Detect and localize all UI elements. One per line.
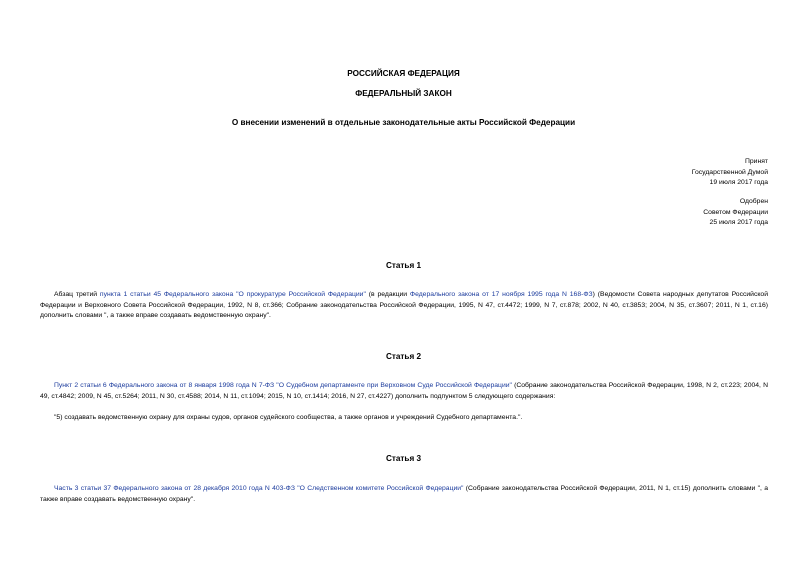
article-2-link-judicial-department-law[interactable]: Пункт 2 статьи 6 Федерального закона от 8 января 1998 года N 7-ФЗ "О Судебном департаменте при Верховном Суде Российской Федерации" — [54, 382, 512, 389]
article-3-paragraph — [40, 484, 768, 505]
accepted-date: 19 июля 2017 года — [709, 179, 768, 186]
article-1-link-amending-law[interactable]: Федерального закона от 17 ноября 1995 года N 168-ФЗ — [409, 291, 593, 298]
article-2-paragraph — [40, 381, 768, 402]
article-3-title: Статья 3 — [385, 454, 422, 463]
article-1-text-start: Абзац третий — [54, 291, 100, 298]
accepted-label: Принят — [744, 158, 768, 165]
doc-type-heading: ФЕДЕРАЛЬНЫЙ ЗАКОН — [355, 89, 452, 98]
article-3-link-investigative-committee-law[interactable]: Часть 3 статьи 37 Федерального закона от 28 декабря 2010 года N 403-ФЗ "О Следственном комитете Российской Федерации" — [54, 485, 464, 492]
accepted-body: Государственной Думой — [691, 168, 768, 176]
article-3-text-end: (Собрание законодательства Российской Федерации, 2011, N 1, ст.15) дополнить словами ", а также вправе создавать ведомственную охрану". — [40, 485, 768, 503]
article-1-text-end: ) (Ведомости Совета народных депутатов Российской Федерации и Верховного Совета Российской Федерации, 1992, N 8, ст.366; Собрание законодательства Российской Федерации, 1995, N 47, ст.4472; 1999, N 7, ст.878; 2002, N 40, ст.3853; 2004, N 35, ст.3607; 2011, N 1, ст.16) дополнить словами ", а также вправе создавать ведомственную охрану". — [40, 291, 768, 320]
article-1-title: Статья 1 — [385, 261, 422, 270]
adoption-accepted-block — [692, 157, 768, 189]
law-title: О внесении изменений в отдельные законодательные акты Российской Федерации — [231, 118, 576, 127]
article-2-title: Статья 2 — [385, 352, 422, 361]
article-1-link-prosecutor-law[interactable]: пункта 1 статьи 45 Федерального закона "О прокуратуре Российской Федерации" — [99, 291, 366, 298]
article-2-text-end: (Собрание законодательства Российской Федерации, 1998, N 2, ст.223; 2004, N 49, ст.4842; 2009, N 45, ст.5264; 2011, N 30, ст.4588; 2014, N 11, ст.1094; 2015, N 10, ст.1414; 2016, N 27, ст.4227) дополнить подпунктом 5 следующего содержания: — [40, 382, 768, 400]
approved-body: Советом Федерации — [703, 208, 768, 216]
article-1-paragraph — [40, 290, 768, 322]
article-2-quote: "5) создавать ведомственную охрану для охраны судов, органов судейского сообщества, а также органов и учреждений Судебного департамента.". — [54, 414, 523, 421]
approved-date: 25 июля 2017 года — [709, 219, 768, 226]
article-1-text-mid: (в редакции — [365, 291, 410, 298]
country-heading: РОССИЙСКАЯ ФЕДЕРАЦИЯ — [347, 69, 460, 78]
approved-label: Одобрен — [739, 198, 768, 205]
adoption-approved-block — [703, 197, 768, 229]
